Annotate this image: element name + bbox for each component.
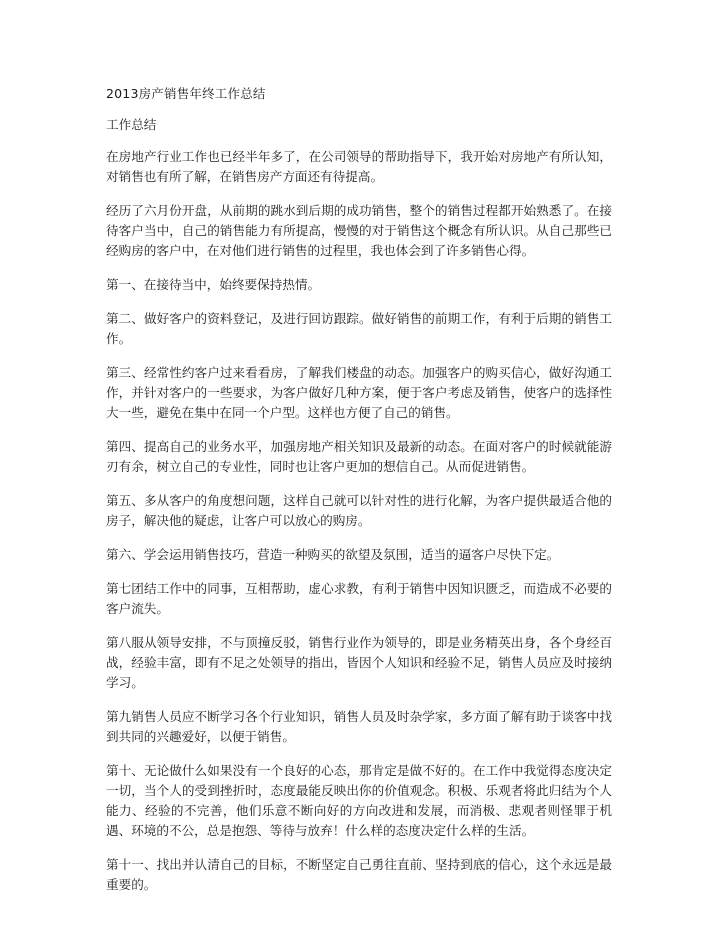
experience-paragraph: 经历了六月份开盘，从前期的跳水到后期的成功销售，整个的销售过程都开始熟悉了。在接待客户当中，自己的销售能力有所提高，慢慢的对于销售这个概念有所认识。从自己那些已经购房的客户中，在对他们进行销售的过程里，我也体会到了许多销售心得。 xyxy=(106,203,612,258)
point-11-paragraph: 第十一、找出并认清自己的目标，不断坚定自己勇往直前、坚持到底的信心，这个永远是最重要的。 xyxy=(106,857,612,892)
point-3-paragraph: 第三、经常性约客户过来看看房，了解我们楼盘的动态。加强客户的购买信心，做好沟通工作，并针对客户的一些要求，为客户做好几种方案，便于客户考虑及销售，使客户的选择性大一些，避免在集中在同一个户型。这样也方便了自己的销售。 xyxy=(106,365,612,420)
document-title: 2013房产销售年终工作总结 xyxy=(106,86,266,101)
point-10-paragraph: 第十、无论做什么如果没有一个良好的心态，那肯定是做不好的。在工作中我觉得态度决定一切，当个人的受到挫折时，态度最能反映出你的价值观念。积极、乐观者将此归结为个人能力、经验的不完善，他们乐意不断向好的方向改进和发展，而消极、悲观者则怪罪于机遇、环境的不公，总是抱怨、等待与放弃！什么样的态度决定什么样的生活。 xyxy=(106,763,612,838)
point-9-paragraph: 第九销售人员应不断学习各个行业知识，销售人员及时杂学家，多方面了解有助于谈客中找到共同的兴趣爱好，以便于销售。 xyxy=(106,709,612,744)
section-heading: 工作总结 xyxy=(106,117,157,132)
point-5-paragraph: 第五、多从客户的角度想问题，这样自己就可以针对性的进行化解，为客户提供最适合他的房子，解决他的疑虑，让客户可以放心的购房。 xyxy=(106,493,612,528)
point-8-paragraph: 第八服从领导安排，不与顶撞反驳，销售行业作为领导的，即是业务精英出身，各个身经百战，经验丰富，即有不足之处领导的指出，皆因个人知识和经验不足，销售人员应及时接纳学习。 xyxy=(106,635,612,690)
point-7-paragraph: 第七团结工作中的同事，互相帮助，虚心求教，有利于销售中因知识匮乏，而造成不必要的客户流失。 xyxy=(106,581,612,616)
intro-paragraph: 在房地产行业工作也已经半年多了，在公司领导的帮助指导下，我开始对房地产有所认知，对销售也有所了解，在销售房产方面还有待提高。 xyxy=(106,149,612,184)
point-6-paragraph: 第六、学会运用销售技巧，营造一种购买的欲望及氛围，适当的逼客户尽快下定。 xyxy=(106,547,560,562)
point-4-paragraph: 第四、提高自己的业务水平，加强房地产相关知识及最新的动态。在面对客户的时候就能游刃有余，树立自己的专业性，同时也让客户更加的想信自己。从而促进销售。 xyxy=(106,439,612,474)
point-1-paragraph: 第一、在接待当中，始终要保持热情。 xyxy=(106,277,321,292)
point-2-paragraph: 第二、做好客户的资料登记，及进行回访跟踪。做好销售的前期工作，有利于后期的销售工作。 xyxy=(106,311,612,346)
document-page xyxy=(106,84,612,909)
